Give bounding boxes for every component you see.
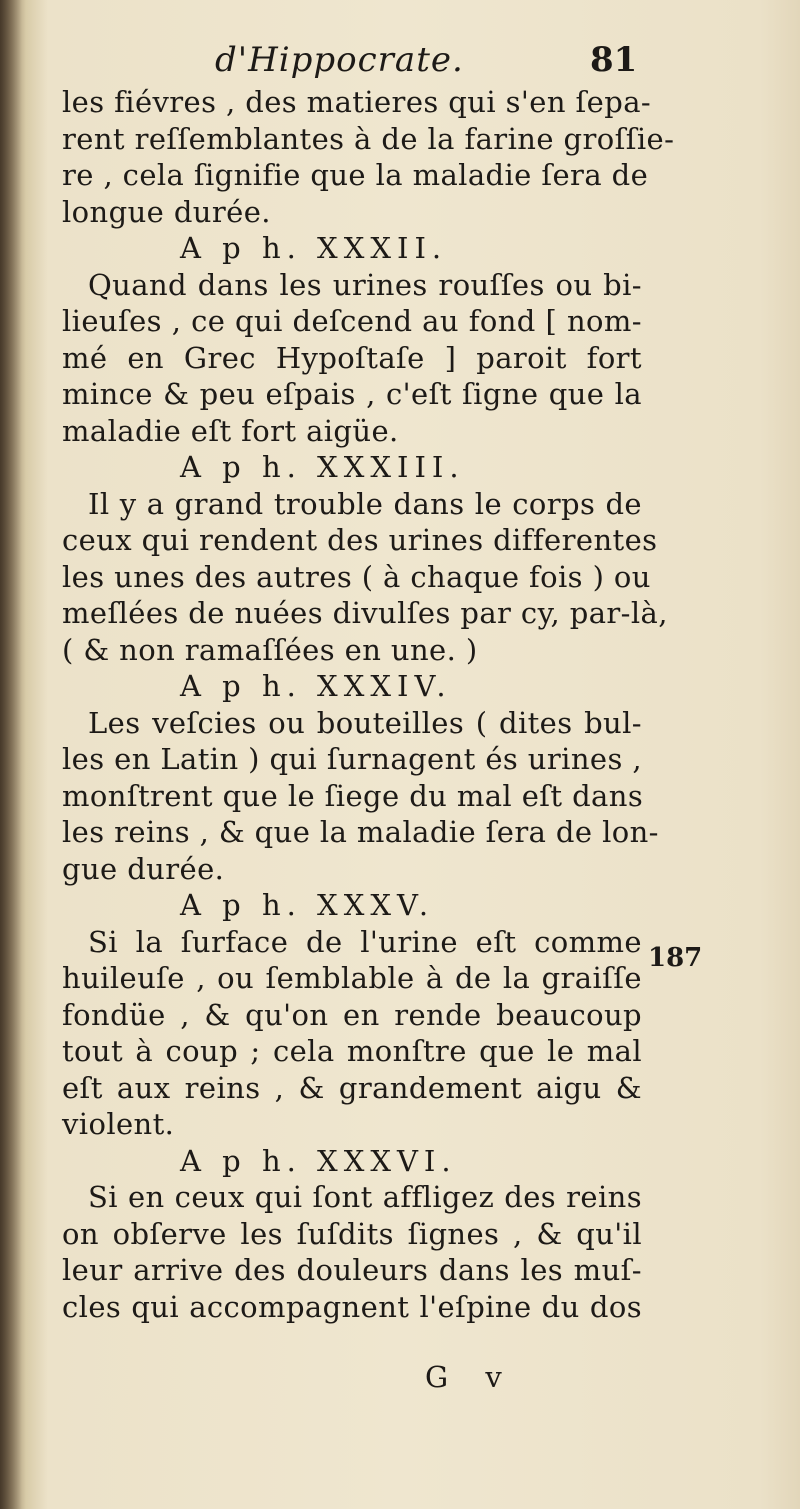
text-line: les unes des autres ( à chaque fois ) ou	[62, 559, 651, 594]
text-line: mé en Grec Hypoſtaſe ] paroit fort	[62, 340, 642, 375]
text-line: les reins , & que la maladie ſera de lon-	[62, 815, 659, 849]
text-line: Les veſcies ou bouteilles ( dites bul-	[88, 705, 642, 740]
aphorism-heading: A p h. XXXVI.	[180, 1143, 457, 1178]
margin-note: 187	[648, 943, 703, 973]
text-line: monſtrent que le ſiege du mal eſt dans	[62, 778, 644, 813]
page-number: 81	[590, 40, 638, 80]
aphorism-heading: A p h. XXXIV.	[180, 669, 452, 703]
text-line: Quand dans les urines rouſſes ou bi-	[88, 267, 642, 302]
text-line: tout à coup ; cela monſtre que le mal	[62, 1034, 642, 1068]
text-line: ( & non ramaſſées en une. )	[62, 632, 478, 667]
binding-gutter	[0, 0, 22, 1509]
text-line: huileuſe , ou ſemblable à de la graiſſe	[62, 961, 642, 995]
text-line: les en Latin ) qui ſurnagent és urines ,	[62, 742, 642, 776]
text-line: Si la ſurface de l'urine eſt comme	[88, 924, 642, 959]
body-text	[62, 84, 675, 1325]
text-line: longue durée.	[62, 194, 271, 229]
aphorism-heading: A p h. XXXIII.	[180, 450, 465, 484]
signature-mark: G v	[425, 1360, 516, 1394]
text-line: re , cela ſignifie que la maladie ſera de	[62, 158, 649, 192]
text-line: on obſerve les ſuſdits ſignes , & qu'il	[62, 1216, 642, 1251]
text-line: lieuſes , ce qui deſcend au fond [ nom-	[62, 304, 642, 338]
text-line: fondüe , & qu'on en rende beaucoup	[62, 997, 642, 1032]
text-line: rent reſſemblantes à de la farine groſſie-	[62, 121, 675, 156]
running-head: d'Hippocrate.	[215, 40, 464, 80]
aphorism-heading: A p h. XXXV.	[180, 888, 435, 922]
text-line: ceux qui rendent des urines differentes	[62, 523, 658, 557]
text-line: meſlées de nuées divulſes par cy, par-là,	[62, 596, 668, 630]
text-line: eſt aux reins , & grandement aigu &	[62, 1070, 642, 1105]
aphorism-heading: A p h. XXXII.	[180, 231, 448, 265]
text-line: maladie eſt fort aigüe.	[62, 413, 399, 448]
text-line: Si en ceux qui ſont affligez des reins	[88, 1180, 642, 1214]
text-line: Il y a grand trouble dans le corps de	[88, 486, 642, 521]
text-line: leur arrive des douleurs dans les muſ-	[62, 1253, 642, 1287]
text-line: gue durée.	[62, 851, 225, 886]
text-line: mince & peu eſpais , c'eſt ſigne que la	[62, 377, 642, 411]
text-line: les fiévres , des matieres qui s'en ſepa-	[62, 85, 652, 119]
text-line: cles qui accompagnent l'eſpine du dos	[62, 1289, 642, 1324]
text-line: violent.	[62, 1107, 175, 1141]
